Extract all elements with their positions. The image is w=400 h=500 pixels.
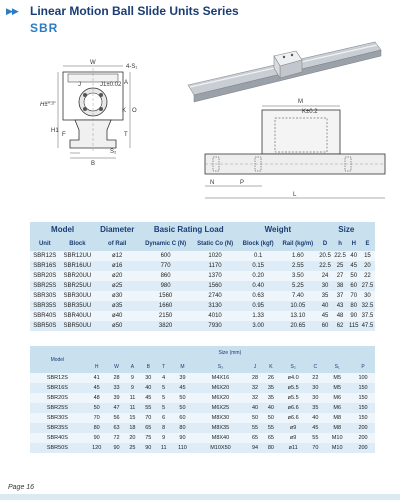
table-cell: 0.40 <box>238 281 278 291</box>
table1-subheader: of Rail <box>108 241 127 247</box>
table-cell: SBR35S <box>30 301 60 311</box>
rail-3d-view <box>188 42 381 102</box>
table-cell: 50 <box>263 413 279 423</box>
table-cell: ø30 <box>95 291 139 301</box>
table-cell: 32.5 <box>361 303 374 309</box>
table-cell: 60 <box>348 281 360 291</box>
table-cell: M8X35 <box>194 423 247 433</box>
table-cell: 11 <box>124 403 140 413</box>
table-cell: SBR30UU <box>60 291 96 301</box>
table-cell: 41 <box>85 373 109 383</box>
table-cell: 40 <box>348 251 360 261</box>
table-cell: 24 <box>318 271 333 281</box>
table2-column-header: M <box>180 363 185 370</box>
table-cell: M8 <box>323 413 351 423</box>
table-cell: 90 <box>140 443 156 453</box>
table-cell: 30 <box>307 393 323 403</box>
table-cell: SBR12UU <box>60 251 96 261</box>
table-cell: 1.33 <box>238 311 278 321</box>
table-cell: 0.1 <box>238 251 278 261</box>
table-cell: 60 <box>318 321 333 331</box>
table-cell: 8 <box>156 423 171 433</box>
table-cell: 90 <box>348 311 360 321</box>
table-cell: 50 <box>171 403 194 413</box>
footer-bar <box>0 494 400 500</box>
specs-table-wrap <box>30 222 375 331</box>
col-diameter: Diameter <box>100 225 135 234</box>
table2-column-header: H <box>94 363 99 370</box>
table-cell: ø11 <box>279 443 308 453</box>
table-cell: 48 <box>85 393 109 403</box>
table-cell: SBR20S <box>30 271 60 281</box>
table-cell: ø5.5 <box>279 383 308 393</box>
cross-section-view <box>40 60 137 167</box>
table-cell: 13.10 <box>278 311 317 321</box>
dim-S2: S₂ <box>110 149 117 155</box>
table-cell: SBR25S <box>30 403 85 413</box>
table-cell: SBR40UU <box>60 311 96 321</box>
table-cell: 50 <box>247 413 263 423</box>
table1-subheader: Block (kgf) <box>242 241 274 247</box>
table-cell: 50 <box>348 271 360 281</box>
table-cell: 120 <box>85 443 109 453</box>
table-cell: SBR12S <box>30 373 85 383</box>
dim-H: H±°·² <box>40 102 55 108</box>
table-cell: 11 <box>156 443 171 453</box>
table-cell: 55 <box>263 423 279 433</box>
table-cell: 37 <box>333 291 348 301</box>
table-cell: 62 <box>333 321 348 331</box>
table-cell: 40 <box>263 403 279 413</box>
table-row <box>30 271 375 281</box>
table-cell: 75 <box>140 433 156 443</box>
table-cell: 70 <box>307 443 323 453</box>
series-subtitle: SBR <box>30 21 59 35</box>
table-row <box>30 393 375 403</box>
table-cell: 80 <box>85 423 109 433</box>
table-cell: 70 <box>140 413 156 423</box>
table-cell: M6X20 <box>194 383 247 393</box>
table-cell: 1560 <box>139 291 192 301</box>
table-cell: 200 <box>351 433 375 443</box>
dim-J: J <box>78 82 81 88</box>
dim-W: W <box>90 60 96 66</box>
table-row <box>30 311 375 321</box>
table-cell: ø6.6 <box>279 403 308 413</box>
dim-K1: K±0.2 <box>302 109 318 115</box>
table-cell: 4 <box>156 373 171 383</box>
table-cell: 48 <box>333 311 348 321</box>
dim-L: L <box>293 192 297 198</box>
table-cell: 9 <box>156 433 171 443</box>
table-cell: M6 <box>323 403 351 413</box>
table-cell: 90 <box>171 433 194 443</box>
table-cell: M5 <box>323 373 351 383</box>
table-cell: 0.63 <box>238 291 278 301</box>
table1-subheader: Static Co (N) <box>197 241 234 247</box>
table-cell: ø9 <box>279 433 308 443</box>
table-row <box>30 261 375 271</box>
dimensions-table-wrap <box>30 346 375 453</box>
table-row <box>30 403 375 413</box>
dim-K: K <box>122 108 127 114</box>
dim-O: O <box>132 108 137 114</box>
table-cell: 22.5 <box>319 263 331 269</box>
table-cell: SBR20UU <box>60 271 96 281</box>
table-cell: 65 <box>247 433 263 443</box>
table-cell: 1170 <box>192 261 238 271</box>
table-cell: 80 <box>348 301 360 311</box>
table-cell: 27.5 <box>361 283 374 289</box>
table2-column-header: P <box>361 363 365 370</box>
table-cell: 22 <box>360 271 375 281</box>
table-cell: 45 <box>348 261 360 271</box>
table-cell: M6 <box>323 393 351 403</box>
table-cell: 7.40 <box>278 291 317 301</box>
table-cell: 45 <box>318 311 333 321</box>
table-cell: 80 <box>171 423 194 433</box>
table-cell: 200 <box>351 443 375 453</box>
table-cell: 5 <box>156 383 171 393</box>
table-cell: 90 <box>85 433 109 443</box>
table-cell: 65 <box>263 433 279 443</box>
table-cell: 980 <box>139 281 192 291</box>
table-cell: 45 <box>140 393 156 403</box>
specs-table <box>30 222 375 331</box>
table-cell: 4010 <box>192 311 238 321</box>
col-model-2: Model <box>50 356 65 363</box>
dim-N: N <box>210 180 215 186</box>
technical-drawings <box>0 40 400 220</box>
table-cell: 1.60 <box>278 251 317 261</box>
table-cell: 55 <box>307 433 323 443</box>
col-size: Size <box>338 225 355 234</box>
col-basic-load: Basic Rating Load <box>153 225 224 234</box>
table2-column-header: S₃ <box>217 363 224 370</box>
table-cell: 11 <box>124 393 140 403</box>
table-row <box>30 291 375 301</box>
table-row <box>30 251 375 261</box>
dim-M: M <box>298 99 303 105</box>
table-cell: 150 <box>351 413 375 423</box>
table-cell: 70 <box>348 291 360 301</box>
table-cell: 18 <box>124 423 140 433</box>
table-cell: ø5.5 <box>279 393 308 403</box>
table-cell: 25 <box>333 261 348 271</box>
dim-B: B <box>91 161 96 167</box>
table2-column-header: W <box>114 363 119 370</box>
table-cell: M8 <box>323 423 351 433</box>
table-cell: 20.65 <box>278 321 317 331</box>
dimensions-table <box>30 346 375 453</box>
table-cell: 40 <box>307 413 323 423</box>
table-cell: 3130 <box>192 301 238 311</box>
table-row <box>30 281 375 291</box>
page-title: Linear Motion Ball Slide Units Series <box>30 4 239 18</box>
table-cell: 3.00 <box>238 321 278 331</box>
table-cell: ø16 <box>95 261 139 271</box>
table-cell: 32 <box>247 383 263 393</box>
table-cell: 10.05 <box>278 301 317 311</box>
table-cell: 0.15 <box>238 261 278 271</box>
table-cell: SBR16UU <box>60 261 96 271</box>
table-cell: 22.5 <box>334 253 346 259</box>
table-cell: M10X50 <box>194 443 247 453</box>
table-cell: 9 <box>124 383 140 393</box>
table-cell: 94 <box>247 443 263 453</box>
table2-column-header: S₂ <box>290 363 296 370</box>
table-cell: 0.95 <box>238 301 278 311</box>
table-cell: 60 <box>171 413 194 423</box>
table-cell: 65 <box>140 423 156 433</box>
table-cell: 5 <box>156 403 171 413</box>
table-cell: 20.5 <box>319 253 331 259</box>
table-cell: 3820 <box>139 321 192 331</box>
table-cell: SBR40S <box>30 433 85 443</box>
dim-F: F <box>62 132 66 138</box>
table-cell: SBR25UU <box>60 281 96 291</box>
table-cell: 15 <box>360 251 375 261</box>
table-cell: 35 <box>263 383 279 393</box>
table-cell: SBR16S <box>30 383 85 393</box>
col-weight: Weight <box>264 225 292 234</box>
table-cell: SBR50UU <box>60 321 96 331</box>
table1-subheader: Unit <box>38 241 51 247</box>
table-cell: 20 <box>124 433 140 443</box>
table-cell: 2740 <box>192 291 238 301</box>
table-cell: 35 <box>307 403 323 413</box>
drawing-canvas <box>0 40 400 220</box>
side-view <box>205 99 385 198</box>
table-cell: M8X30 <box>194 413 247 423</box>
dim-S1: 4-S₁ <box>126 64 138 70</box>
table-cell: SBR35S <box>30 423 85 433</box>
table-cell: 70 <box>85 413 109 423</box>
table-cell: 43 <box>333 301 348 311</box>
table1-subheader: Rail (kg/m) <box>282 241 314 247</box>
table-cell: 1370 <box>192 271 238 281</box>
table-cell: 40 <box>247 403 263 413</box>
dim-J1: J1±0.02 <box>100 82 122 88</box>
table-cell: 50 <box>171 393 194 403</box>
col-model: Model <box>51 225 75 234</box>
table-cell: 56 <box>109 413 125 423</box>
table-cell: 9 <box>124 373 140 383</box>
dim-A: A <box>124 80 129 86</box>
table1-subheader: Dynamic C (N) <box>145 241 187 247</box>
table-cell: 30 <box>307 383 323 393</box>
table-row <box>30 413 375 423</box>
table-row <box>30 423 375 433</box>
table-cell: 80 <box>263 443 279 453</box>
table-cell: 25 <box>124 443 140 453</box>
table-cell: 72 <box>109 433 125 443</box>
table-cell: 45 <box>307 423 323 433</box>
table-cell: 40 <box>140 383 156 393</box>
table-cell: SBR25S <box>30 281 60 291</box>
table2-column-header: B <box>146 363 150 370</box>
table-cell: 150 <box>351 383 375 393</box>
table1-subheader: E <box>365 241 370 247</box>
table-cell: 22 <box>307 373 323 383</box>
table-cell: ø6.6 <box>279 413 308 423</box>
table-cell: ø50 <box>95 321 139 331</box>
table-cell: 2.55 <box>278 261 317 271</box>
table-cell: M10 <box>323 443 351 453</box>
table-cell: 32 <box>247 393 263 403</box>
col-size-mm: Size (mm) <box>218 350 242 356</box>
table-cell: 38 <box>333 281 348 291</box>
table-cell: 20 <box>360 261 375 271</box>
table-cell: 150 <box>351 403 375 413</box>
table-cell: 3.50 <box>278 271 317 281</box>
table2-column-header: T <box>162 363 166 370</box>
table1-subheader: h <box>338 241 342 247</box>
table1-subheader: Block <box>69 241 86 247</box>
table-cell: 39 <box>171 373 194 383</box>
table-cell: SBR30S <box>30 291 60 301</box>
table-row <box>30 383 375 393</box>
table-cell: SBR12S <box>30 251 60 261</box>
table-cell: 5 <box>156 393 171 403</box>
table-cell: 35 <box>263 393 279 403</box>
table-cell: ø20 <box>95 271 139 281</box>
table-cell: 28 <box>109 373 125 383</box>
table-cell: M10 <box>323 433 351 443</box>
table-cell: 1560 <box>192 281 238 291</box>
table-cell: 0.20 <box>238 271 278 281</box>
table-cell: 600 <box>139 251 192 261</box>
table-cell: 7930 <box>192 321 238 331</box>
table-cell: 47 <box>109 403 125 413</box>
table-cell: 33 <box>109 383 125 393</box>
table-cell: SBR40S <box>30 311 60 321</box>
table-cell: 26 <box>263 373 279 383</box>
table-cell: 28 <box>247 373 263 383</box>
table-cell: 27 <box>333 271 348 281</box>
table-cell: 63 <box>109 423 125 433</box>
dim-P: P <box>240 180 245 186</box>
table-cell: 150 <box>351 393 375 403</box>
table-cell: 5.25 <box>278 281 317 291</box>
table-cell: 35 <box>318 291 333 301</box>
table-cell: ø12 <box>95 251 139 261</box>
table-cell: 30 <box>360 291 375 301</box>
table1-subheader: D <box>322 241 328 247</box>
table-cell: 55 <box>247 423 263 433</box>
table-row <box>30 433 375 443</box>
table-cell: ø25 <box>95 281 139 291</box>
table-cell: 2150 <box>139 311 192 321</box>
table-cell: 47.5 <box>361 323 374 329</box>
table-cell: 30 <box>318 281 333 291</box>
table-cell: ø4.0 <box>279 373 308 383</box>
table-cell: 200 <box>351 423 375 433</box>
table2-column-header: S₁ <box>334 363 340 370</box>
table-cell: 15 <box>124 413 140 423</box>
table-cell: ø35 <box>95 301 139 311</box>
table-cell: 860 <box>139 271 192 281</box>
dim-H1: H1 <box>51 128 59 134</box>
table-row <box>30 301 375 311</box>
page-number: Page 16 <box>8 484 35 491</box>
table-cell: SBR50S <box>30 321 60 331</box>
table-cell: ø9 <box>279 423 308 433</box>
table-cell: SBR30S <box>30 413 85 423</box>
table-cell: 50 <box>85 403 109 413</box>
table-row <box>30 321 375 331</box>
table2-column-header: J <box>253 363 257 370</box>
table-cell: 1660 <box>139 301 192 311</box>
table-cell: 115 <box>348 323 359 329</box>
table-row <box>30 373 375 383</box>
table-cell: M5 <box>323 383 351 393</box>
table-cell: 90 <box>109 443 125 453</box>
table-cell: 770 <box>139 261 192 271</box>
table-cell: M4X16 <box>194 373 247 383</box>
table-cell: ø40 <box>95 311 139 321</box>
table-cell: 45 <box>85 383 109 393</box>
table-cell: SBR35UU <box>60 301 96 311</box>
table-cell: 110 <box>171 443 194 453</box>
dim-T: T <box>124 132 128 138</box>
table-cell: SBR16S <box>30 261 60 271</box>
table-cell: 55 <box>140 403 156 413</box>
header <box>0 0 400 44</box>
table-cell: 39 <box>109 393 125 403</box>
table-cell: 100 <box>351 373 375 383</box>
table-cell: 30 <box>140 373 156 383</box>
table-cell: 45 <box>171 383 194 393</box>
table-cell: 6 <box>156 413 171 423</box>
table-cell: 37.5 <box>361 313 374 319</box>
table2-column-header: A <box>130 363 135 370</box>
table2-column-header: K <box>269 363 273 370</box>
table2-column-header: C <box>313 363 318 370</box>
double-arrow-icon: ▶▶ <box>6 6 18 16</box>
table-cell: SBR50S <box>30 443 85 453</box>
table1-subheader: H <box>351 241 356 247</box>
table-cell: 1020 <box>192 251 238 261</box>
table-row <box>30 443 375 453</box>
table-cell: M6X25 <box>194 403 247 413</box>
table-cell: SBR20S <box>30 393 85 403</box>
table-cell: 40 <box>318 301 333 311</box>
table-cell: M8X40 <box>194 433 247 443</box>
table-cell: M6X20 <box>194 393 247 403</box>
